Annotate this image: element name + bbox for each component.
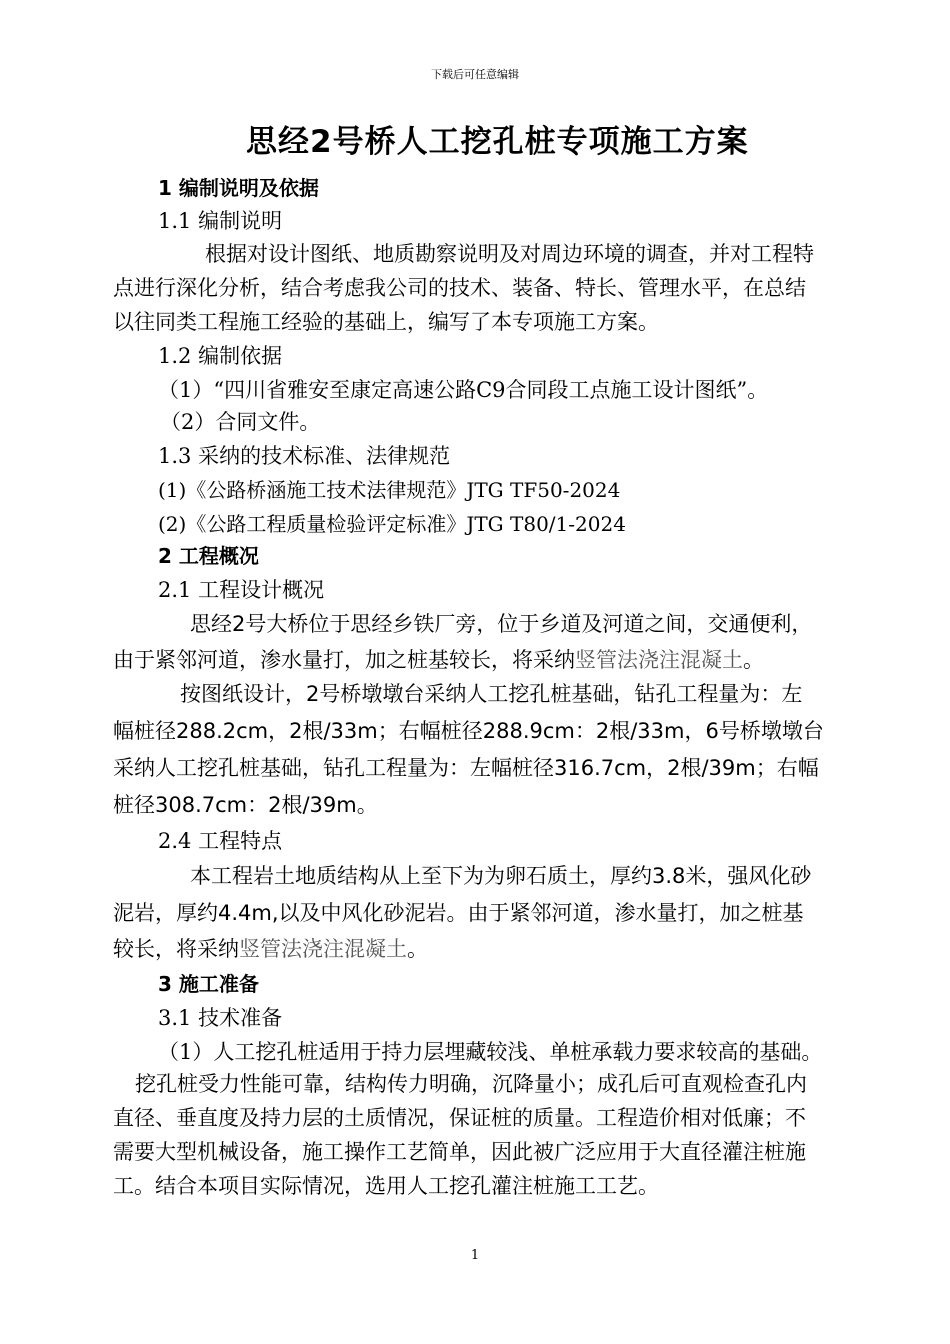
paragraph-line: 工。结合本项目实际情况，选用人工挖孔灌注桩施工工艺。 [113, 1174, 659, 1198]
subsection-heading-1-2: 1.2 编制依据 [158, 344, 283, 368]
paragraph-line: 直径、垂直度及持力层的土质情况，保证桩的质量。工程造价相对低廉；不 [113, 1106, 806, 1130]
paragraph-line: 需要大型机械设备，施工操作工艺简单，因此被广泛应用于大直径灌注桩施 [113, 1140, 806, 1164]
page-header: 下载后可任意编辑 [431, 68, 519, 81]
paragraph-line: 按图纸设计，2号桥墩墩台采纳人工挖孔桩基础，钻孔工程量为：左 [180, 682, 803, 706]
paragraph-line: 思经2号大桥位于思经乡铁厂旁，位于乡道及河道之间，交通便利， [190, 612, 813, 636]
highlighted-term: 竖管法浇注混凝土 [575, 648, 743, 672]
page-number: 1 [470, 1248, 480, 1263]
paragraph-line: 桩径308.7cm：2根/39m。 [113, 793, 378, 817]
subsection-heading-2-4: 2.4 工程特点 [158, 829, 283, 853]
paragraph-line: 以往同类工程施工经验的基础上，编写了本专项施工方案。 [113, 310, 659, 334]
text-run: 由于紧邻河道，渗水量打，加之桩基较长，将采纳 [113, 648, 575, 672]
section-heading-3: 3 施工准备 [158, 972, 259, 996]
paragraph-line: 根据对设计图纸、地质勘察说明及对周边环境的调查，并对工程特 [205, 242, 814, 266]
list-item: (1)《公路桥涵施工技术法律规范》JTG TF50-2024 [158, 478, 621, 502]
subsection-heading-1-1: 1.1 编制说明 [158, 209, 283, 233]
paragraph-line [113, 933, 428, 963]
subsection-heading-3-1: 3.1 技术准备 [158, 1006, 283, 1030]
text-run: 较长，将采纳 [113, 937, 239, 961]
list-item: (2)《公路工程质量检验评定标准》JTG T80/1-2024 [158, 512, 626, 536]
section-heading-1: 1 编制说明及依据 [158, 176, 319, 200]
paragraph-line: 幅桩径288.2cm，2根/33m；右幅桩径288.9cm：2根/33m，6号桥墩墩台 [113, 719, 824, 743]
highlighted-term: 竖管法浇注混凝土 [239, 937, 407, 961]
paragraph-line: 采纳人工挖孔桩基础，钻孔工程量为：左幅桩径316.7cm，2根/39m；右幅 [113, 756, 819, 780]
list-item: （1）“四川省雅安至康定高速公路C9合同段工点施工设计图纸”。 [158, 378, 769, 402]
document-title: 思经2号桥人工挖孔桩专项施工方案 [246, 124, 749, 160]
subsection-heading-1-3: 1.3 采纳的技术标准、法律规范 [158, 444, 451, 468]
list-item: （2）合同文件。 [160, 410, 321, 434]
paragraph-line [113, 644, 764, 674]
paragraph-line: 本工程岩土地质结构从上至下为为卵石质土，厚约3.8米，强风化砂 [190, 864, 812, 888]
paragraph-line: 点进行深化分析，结合考虑我公司的技术、装备、特长、管理水平，在总结 [113, 276, 806, 300]
section-heading-2: 2 工程概况 [158, 544, 259, 568]
paragraph-line: 挖孔桩受力性能可靠，结构传力明确，沉降量小；成孔后可直观检查孔内 [135, 1072, 807, 1096]
paragraph-line: （1）人工挖孔桩适用于持力层埋藏较浅、单桩承载力要求较高的基础。 [158, 1040, 823, 1064]
text-run: 。 [407, 937, 428, 961]
subsection-heading-2-1: 2.1 工程设计概况 [158, 578, 325, 602]
text-run: 。 [743, 648, 764, 672]
paragraph-line: 泥岩，厚约4.4m,以及中风化砂泥岩。由于紧邻河道，渗水量打，加之桩基 [113, 901, 804, 925]
